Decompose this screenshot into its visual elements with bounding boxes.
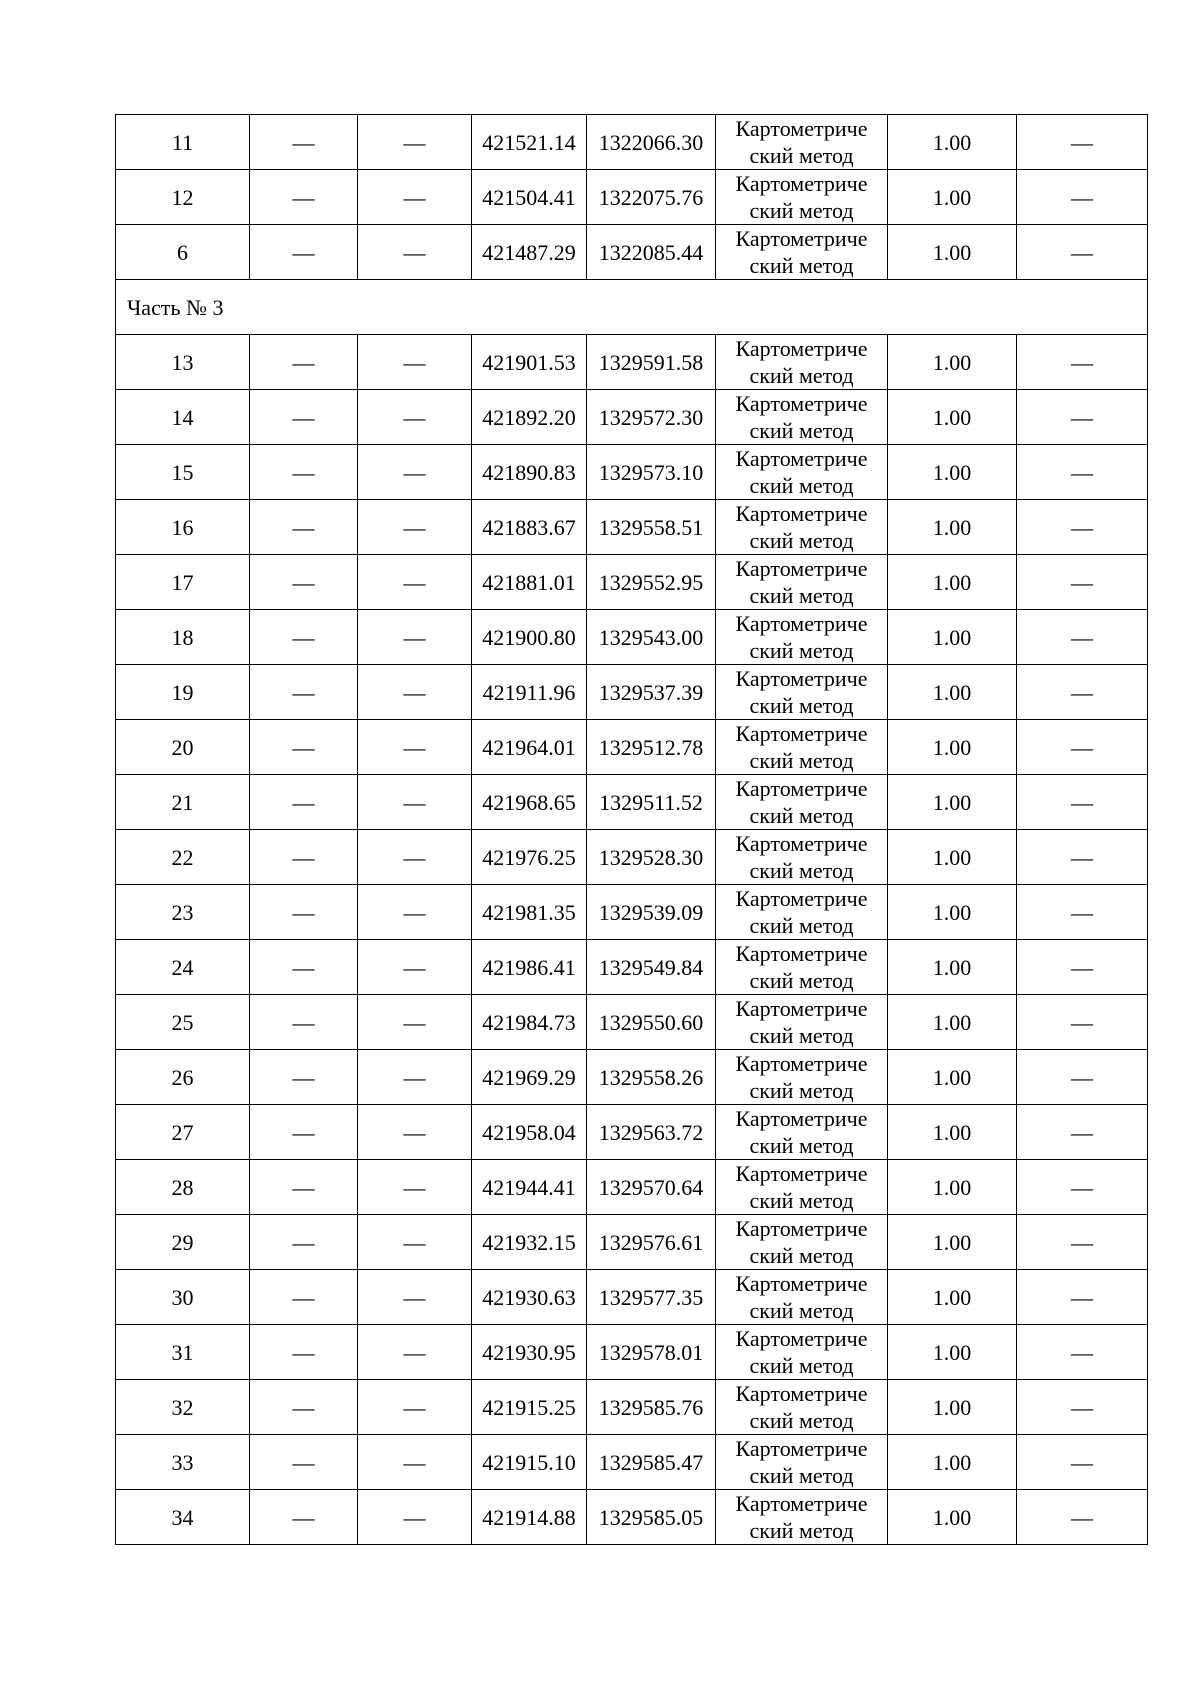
empty-value-cell: — — [1017, 1050, 1148, 1105]
coordinate-x-cell: 421915.25 — [472, 1380, 587, 1435]
table-row — [116, 1160, 1148, 1215]
method-cell: Картометриче ский метод — [716, 885, 888, 940]
empty-value-cell: — — [1017, 610, 1148, 665]
empty-value-cell: — — [250, 1490, 358, 1545]
empty-value-cell: — — [1017, 1105, 1148, 1160]
point-number-cell: 24 — [116, 940, 250, 995]
empty-value-cell: — — [358, 1380, 472, 1435]
method-cell: Картометриче ский метод — [716, 995, 888, 1050]
table-body — [116, 115, 1148, 1545]
method-cell: Картометриче ский метод — [716, 1160, 888, 1215]
method-cell: Картометриче ский метод — [716, 1105, 888, 1160]
method-cell: Картометриче ский метод — [716, 1215, 888, 1270]
method-cell: Картометриче ский метод — [716, 1325, 888, 1380]
empty-value-cell: — — [250, 610, 358, 665]
empty-value-cell: — — [358, 830, 472, 885]
table-row — [116, 665, 1148, 720]
empty-value-cell: — — [1017, 500, 1148, 555]
point-number-cell: 13 — [116, 335, 250, 390]
table-row — [116, 170, 1148, 225]
coordinate-x-cell: 421930.95 — [472, 1325, 587, 1380]
accuracy-cell: 1.00 — [888, 1380, 1017, 1435]
empty-value-cell: — — [250, 775, 358, 830]
point-number-cell: 17 — [116, 555, 250, 610]
accuracy-cell: 1.00 — [888, 1050, 1017, 1105]
empty-value-cell: — — [358, 445, 472, 500]
empty-value-cell: — — [1017, 830, 1148, 885]
empty-value-cell: — — [250, 1160, 358, 1215]
accuracy-cell: 1.00 — [888, 995, 1017, 1050]
accuracy-cell: 1.00 — [888, 1215, 1017, 1270]
empty-value-cell: — — [1017, 1380, 1148, 1435]
empty-value-cell: — — [358, 720, 472, 775]
method-cell: Картометриче ский метод — [716, 390, 888, 445]
coordinate-x-cell: 421911.96 — [472, 665, 587, 720]
accuracy-cell: 1.00 — [888, 115, 1017, 170]
method-cell: Картометриче ский метод — [716, 335, 888, 390]
empty-value-cell: — — [1017, 1490, 1148, 1545]
empty-value-cell: — — [250, 1380, 358, 1435]
point-number-cell: 6 — [116, 225, 250, 280]
coordinate-x-cell: 421984.73 — [472, 995, 587, 1050]
coordinate-y-cell: 1329543.00 — [587, 610, 716, 665]
empty-value-cell: — — [358, 1270, 472, 1325]
table-row — [116, 940, 1148, 995]
coordinate-x-cell: 421892.20 — [472, 390, 587, 445]
empty-value-cell: — — [250, 225, 358, 280]
coordinate-x-cell: 421932.15 — [472, 1215, 587, 1270]
table-row — [116, 1490, 1148, 1545]
empty-value-cell: — — [358, 1050, 472, 1105]
empty-value-cell: — — [1017, 225, 1148, 280]
table-row — [116, 1105, 1148, 1160]
empty-value-cell: — — [358, 1490, 472, 1545]
table-row — [116, 775, 1148, 830]
empty-value-cell: — — [250, 720, 358, 775]
empty-value-cell: — — [250, 335, 358, 390]
empty-value-cell: — — [358, 1325, 472, 1380]
empty-value-cell: — — [250, 830, 358, 885]
empty-value-cell: — — [1017, 775, 1148, 830]
empty-value-cell: — — [1017, 555, 1148, 610]
method-cell: Картометриче ский метод — [716, 225, 888, 280]
coordinate-x-cell: 421521.14 — [472, 115, 587, 170]
accuracy-cell: 1.00 — [888, 335, 1017, 390]
section-label: Часть № 3 — [116, 280, 1148, 335]
method-cell: Картометриче ский метод — [716, 500, 888, 555]
coordinate-y-cell: 1329577.35 — [587, 1270, 716, 1325]
table-row — [116, 995, 1148, 1050]
empty-value-cell: — — [1017, 885, 1148, 940]
coordinate-y-cell: 1329537.39 — [587, 665, 716, 720]
empty-value-cell: — — [250, 390, 358, 445]
empty-value-cell: — — [250, 115, 358, 170]
empty-value-cell: — — [358, 995, 472, 1050]
table-row — [116, 500, 1148, 555]
empty-value-cell: — — [1017, 1160, 1148, 1215]
empty-value-cell: — — [358, 1160, 472, 1215]
coordinate-x-cell: 421504.41 — [472, 170, 587, 225]
empty-value-cell: — — [1017, 170, 1148, 225]
empty-value-cell: — — [250, 940, 358, 995]
method-cell: Картометриче ский метод — [716, 775, 888, 830]
point-number-cell: 26 — [116, 1050, 250, 1105]
point-number-cell: 21 — [116, 775, 250, 830]
coordinate-y-cell: 1329528.30 — [587, 830, 716, 885]
empty-value-cell: — — [358, 335, 472, 390]
coordinate-x-cell: 421986.41 — [472, 940, 587, 995]
empty-value-cell: — — [250, 1270, 358, 1325]
accuracy-cell: 1.00 — [888, 720, 1017, 775]
method-cell: Картометриче ский метод — [716, 170, 888, 225]
table-row — [116, 390, 1148, 445]
point-number-cell: 29 — [116, 1215, 250, 1270]
table-row — [116, 115, 1148, 170]
coordinate-x-cell: 421915.10 — [472, 1435, 587, 1490]
coordinate-x-cell: 421881.01 — [472, 555, 587, 610]
accuracy-cell: 1.00 — [888, 665, 1017, 720]
point-number-cell: 32 — [116, 1380, 250, 1435]
empty-value-cell: — — [1017, 1325, 1148, 1380]
section-row — [116, 280, 1148, 335]
coordinate-x-cell: 421981.35 — [472, 885, 587, 940]
table-row — [116, 445, 1148, 500]
coordinate-y-cell: 1329585.76 — [587, 1380, 716, 1435]
empty-value-cell: — — [358, 665, 472, 720]
point-number-cell: 28 — [116, 1160, 250, 1215]
coordinate-y-cell: 1329539.09 — [587, 885, 716, 940]
method-cell: Картометриче ский метод — [716, 940, 888, 995]
empty-value-cell: — — [358, 225, 472, 280]
accuracy-cell: 1.00 — [888, 1160, 1017, 1215]
accuracy-cell: 1.00 — [888, 555, 1017, 610]
coordinate-y-cell: 1329511.52 — [587, 775, 716, 830]
method-cell: Картометриче ский метод — [716, 720, 888, 775]
coordinate-x-cell: 421914.88 — [472, 1490, 587, 1545]
point-number-cell: 27 — [116, 1105, 250, 1160]
point-number-cell: 33 — [116, 1435, 250, 1490]
empty-value-cell: — — [1017, 390, 1148, 445]
point-number-cell: 15 — [116, 445, 250, 500]
accuracy-cell: 1.00 — [888, 170, 1017, 225]
empty-value-cell: — — [1017, 1215, 1148, 1270]
point-number-cell: 25 — [116, 995, 250, 1050]
point-number-cell: 34 — [116, 1490, 250, 1545]
table-row — [116, 610, 1148, 665]
table-row — [116, 720, 1148, 775]
accuracy-cell: 1.00 — [888, 390, 1017, 445]
empty-value-cell: — — [1017, 445, 1148, 500]
empty-value-cell: — — [250, 995, 358, 1050]
empty-value-cell: — — [358, 500, 472, 555]
empty-value-cell: — — [358, 390, 472, 445]
coordinate-x-cell: 421964.01 — [472, 720, 587, 775]
table-row — [116, 1050, 1148, 1105]
point-number-cell: 30 — [116, 1270, 250, 1325]
empty-value-cell: — — [250, 885, 358, 940]
empty-value-cell: — — [1017, 1435, 1148, 1490]
table-row — [116, 555, 1148, 610]
coordinate-x-cell: 421883.67 — [472, 500, 587, 555]
empty-value-cell: — — [250, 1435, 358, 1490]
table-row — [116, 225, 1148, 280]
coordinate-x-cell: 421901.53 — [472, 335, 587, 390]
coordinate-y-cell: 1329563.72 — [587, 1105, 716, 1160]
point-number-cell: 14 — [116, 390, 250, 445]
point-number-cell: 23 — [116, 885, 250, 940]
coordinate-y-cell: 1329558.51 — [587, 500, 716, 555]
table-row — [116, 830, 1148, 885]
coordinate-y-cell: 1329578.01 — [587, 1325, 716, 1380]
coordinate-y-cell: 1329570.64 — [587, 1160, 716, 1215]
accuracy-cell: 1.00 — [888, 610, 1017, 665]
accuracy-cell: 1.00 — [888, 885, 1017, 940]
empty-value-cell: — — [1017, 335, 1148, 390]
method-cell: Картометриче ский метод — [716, 445, 888, 500]
empty-value-cell: — — [358, 885, 472, 940]
table-row — [116, 1435, 1148, 1490]
accuracy-cell: 1.00 — [888, 1435, 1017, 1490]
coordinate-y-cell: 1322075.76 — [587, 170, 716, 225]
empty-value-cell: — — [1017, 115, 1148, 170]
coordinate-y-cell: 1329576.61 — [587, 1215, 716, 1270]
empty-value-cell: — — [358, 940, 472, 995]
accuracy-cell: 1.00 — [888, 830, 1017, 885]
empty-value-cell: — — [1017, 720, 1148, 775]
coordinate-x-cell: 421976.25 — [472, 830, 587, 885]
accuracy-cell: 1.00 — [888, 1325, 1017, 1380]
empty-value-cell: — — [250, 1215, 358, 1270]
empty-value-cell: — — [1017, 1270, 1148, 1325]
empty-value-cell: — — [250, 665, 358, 720]
coordinates-table — [115, 114, 1148, 1545]
accuracy-cell: 1.00 — [888, 775, 1017, 830]
point-number-cell: 18 — [116, 610, 250, 665]
point-number-cell: 12 — [116, 170, 250, 225]
table-row — [116, 885, 1148, 940]
method-cell: Картометриче ский метод — [716, 1435, 888, 1490]
empty-value-cell: — — [358, 1215, 472, 1270]
coordinate-y-cell: 1322085.44 — [587, 225, 716, 280]
empty-value-cell: — — [358, 555, 472, 610]
table-row — [116, 1380, 1148, 1435]
empty-value-cell: — — [250, 170, 358, 225]
table-row — [116, 1215, 1148, 1270]
accuracy-cell: 1.00 — [888, 500, 1017, 555]
empty-value-cell: — — [358, 1105, 472, 1160]
coordinate-x-cell: 421930.63 — [472, 1270, 587, 1325]
coordinate-y-cell: 1329550.60 — [587, 995, 716, 1050]
point-number-cell: 19 — [116, 665, 250, 720]
table-row — [116, 1325, 1148, 1380]
empty-value-cell: — — [250, 555, 358, 610]
accuracy-cell: 1.00 — [888, 445, 1017, 500]
method-cell: Картометриче ский метод — [716, 1490, 888, 1545]
empty-value-cell: — — [1017, 940, 1148, 995]
method-cell: Картометриче ский метод — [716, 610, 888, 665]
coordinate-x-cell: 421890.83 — [472, 445, 587, 500]
point-number-cell: 31 — [116, 1325, 250, 1380]
coordinate-x-cell: 421944.41 — [472, 1160, 587, 1215]
empty-value-cell: — — [250, 1050, 358, 1105]
point-number-cell: 20 — [116, 720, 250, 775]
table-row — [116, 1270, 1148, 1325]
point-number-cell: 16 — [116, 500, 250, 555]
empty-value-cell: — — [358, 115, 472, 170]
coordinate-x-cell: 421900.80 — [472, 610, 587, 665]
method-cell: Картометриче ский метод — [716, 1380, 888, 1435]
method-cell: Картометриче ский метод — [716, 1050, 888, 1105]
coordinate-y-cell: 1322066.30 — [587, 115, 716, 170]
empty-value-cell: — — [1017, 995, 1148, 1050]
coordinate-x-cell: 421487.29 — [472, 225, 587, 280]
point-number-cell: 22 — [116, 830, 250, 885]
coordinate-y-cell: 1329572.30 — [587, 390, 716, 445]
coordinate-y-cell: 1329585.47 — [587, 1435, 716, 1490]
coordinate-x-cell: 421958.04 — [472, 1105, 587, 1160]
empty-value-cell: — — [358, 170, 472, 225]
method-cell: Картометриче ский метод — [716, 665, 888, 720]
empty-value-cell: — — [250, 500, 358, 555]
coordinate-y-cell: 1329552.95 — [587, 555, 716, 610]
empty-value-cell: — — [250, 445, 358, 500]
coordinate-y-cell: 1329585.05 — [587, 1490, 716, 1545]
empty-value-cell: — — [358, 1435, 472, 1490]
empty-value-cell: — — [358, 775, 472, 830]
coordinate-y-cell: 1329558.26 — [587, 1050, 716, 1105]
accuracy-cell: 1.00 — [888, 940, 1017, 995]
accuracy-cell: 1.00 — [888, 225, 1017, 280]
method-cell: Картометриче ский метод — [716, 1270, 888, 1325]
point-number-cell: 11 — [116, 115, 250, 170]
empty-value-cell: — — [1017, 665, 1148, 720]
method-cell: Картометриче ский метод — [716, 555, 888, 610]
coordinate-y-cell: 1329549.84 — [587, 940, 716, 995]
coordinate-y-cell: 1329573.10 — [587, 445, 716, 500]
table-row — [116, 335, 1148, 390]
method-cell: Картометриче ский метод — [716, 115, 888, 170]
accuracy-cell: 1.00 — [888, 1105, 1017, 1160]
empty-value-cell: — — [250, 1325, 358, 1380]
empty-value-cell: — — [358, 610, 472, 665]
method-cell: Картометриче ский метод — [716, 830, 888, 885]
accuracy-cell: 1.00 — [888, 1490, 1017, 1545]
coordinate-x-cell: 421969.29 — [472, 1050, 587, 1105]
coordinate-y-cell: 1329512.78 — [587, 720, 716, 775]
accuracy-cell: 1.00 — [888, 1270, 1017, 1325]
empty-value-cell: — — [250, 1105, 358, 1160]
coordinate-y-cell: 1329591.58 — [587, 335, 716, 390]
coordinate-x-cell: 421968.65 — [472, 775, 587, 830]
